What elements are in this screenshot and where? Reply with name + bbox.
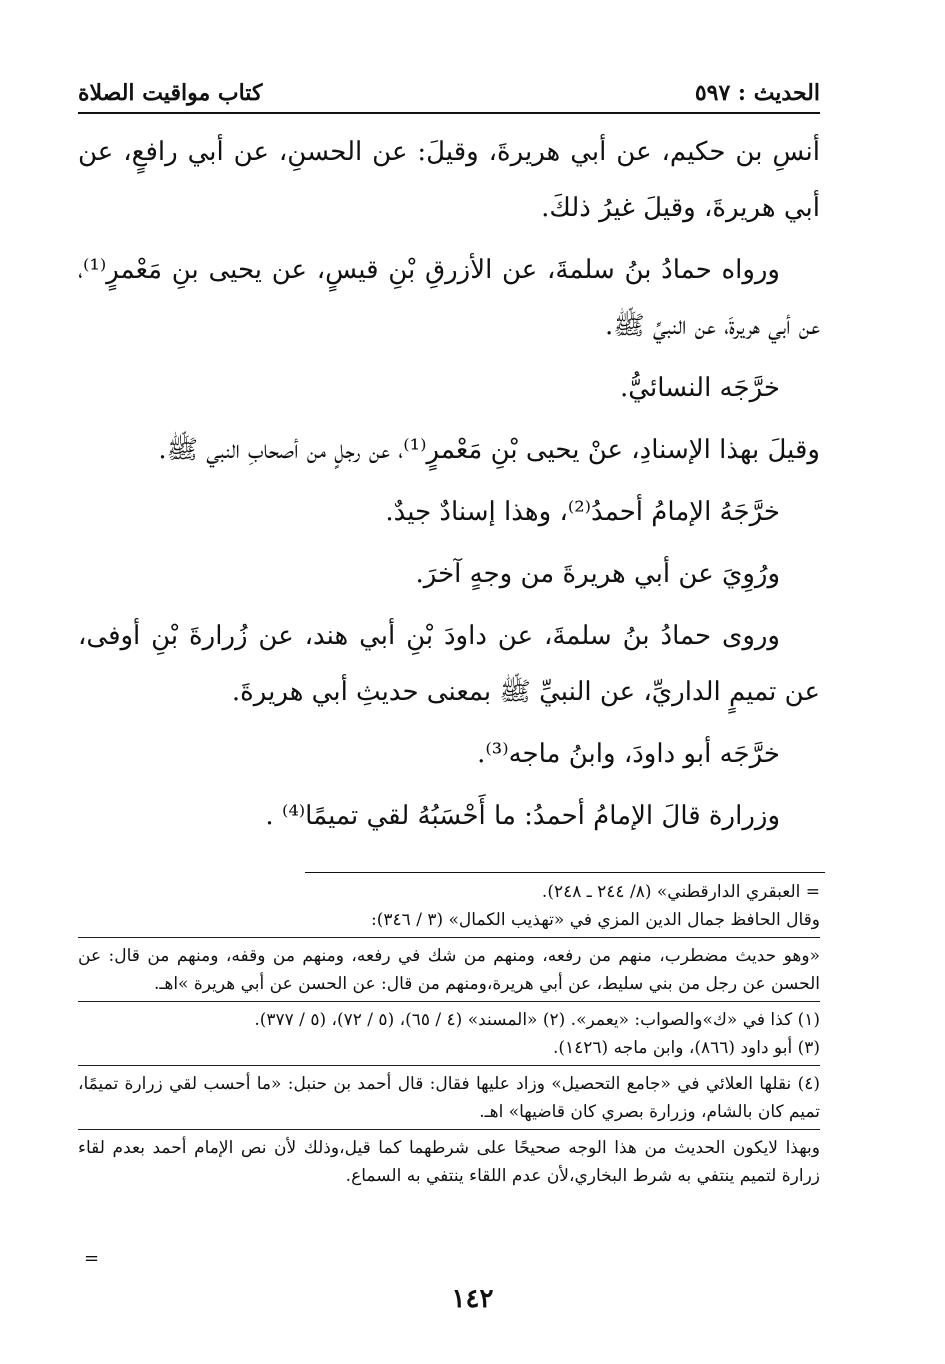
footnote-divider <box>78 1065 820 1066</box>
footnote-divider <box>78 1001 820 1002</box>
footnote-4-continuation: وبهذا لايكون الحديث من هذا الوجه صحيحًا على شرطهما كما قيل،وذلك لأن نص الإمام أحمد بعدم لقاء زرارة لتميم ينتفي به شرط البخاري،لأن عدم اللقاء ينتفي به السماع. <box>78 1138 820 1186</box>
footnote-4: (٤) نقلها العلائي في «جامع التحصيل» وزاد عليها فقال: قال أحمد بن حنبل: «ما أحسب لقي زرارة تميمًا، تميم كان بالشام، وزرارة بصري كان قاضيها» اهـ. <box>78 1074 820 1122</box>
footnote-continued: = العبقري الدارقطني» (٨/ ٢٤٤ ـ ٢٤٨). <box>541 882 820 902</box>
footnotes <box>78 878 820 1190</box>
running-header <box>78 74 820 114</box>
footnote-separator <box>305 872 825 873</box>
main-text <box>78 124 820 850</box>
footnote-divider <box>78 1129 820 1130</box>
footnote-mizzi-intro: وقال الحافظ جمال الدين المزي في «تهذيب الكمال» (٣ / ٣٤٦): <box>371 910 820 930</box>
paragraph: وروى حمادُ بنُ سلمةَ، عن داودَ بْنِ أبي هند، عن زُرارةَ بْنِ أوفى، عن تميمٍ الداريِّ، عن النبيِّ ﷺ بمعنى حديثِ أبي هريرةَ. <box>78 621 820 707</box>
footnote-mizzi-quote: «وهو حديث مضطرب، منهم من رفعه، ومنهم من شك في رفعه، ومنهم من وقفه، ومنهم من قال: عن الحسن عن رجل من بني سليط، عن أبي هريرة،ومنهم من قال: عن الحسن عن أبي هريرة »اهـ. <box>78 946 820 994</box>
paragraph: أنسِ بن حكيم، عن أبي هريرةَ، وقيلَ: عن الحسنِ، عن أبي رافعٍ، عن أبي هريرةَ، وقيلَ غيرُ ذلكَ. <box>78 137 820 223</box>
paragraph: خرَّجَه النسائيُّ. <box>620 373 780 403</box>
paragraph: وقيلَ بهذا الإسنادِ، عنْ يحيى بْنِ مَعْمرٍ⁽¹⁾، عن رجلٍ من أصحابِ النبي ﷺ. <box>158 435 820 465</box>
page-number: ١٤٢ <box>451 1284 494 1314</box>
paragraph: ورواه حمادُ بنُ سلمةَ، عن الأزرقِ بْنِ قيسٍ، عن يحيى بنِ مَعْمرٍ⁽¹⁾، عن أبي هريرةَ، عن النبيِّ ﷺ. <box>78 255 820 341</box>
continuation-mark: = <box>84 1248 100 1269</box>
paragraph: خرَّجَهُ الإمامُ أحمدُ⁽²⁾، وهذا إسنادٌ جيدٌ. <box>385 497 780 527</box>
footnote-1-2: (١) كذا في «ك»والصواب: «يعمر». (٢) «المسند» (٤ / ٦٥)، (٥ / ٧٢)، (٥ / ٣٧٧). <box>254 1010 820 1030</box>
footnote-divider <box>78 937 820 938</box>
paragraph: خرَّجَه أبو داودَ، وابنُ ماجه⁽³⁾. <box>477 739 780 769</box>
footnote-3: (٣) أبو داود (٨٦٦)، وابن ماجه (١٤٢٦). <box>552 1038 820 1058</box>
header-rule <box>78 112 820 114</box>
hadith-number: الحديث : ٥٩٧ <box>694 80 820 106</box>
book-title: كتاب مواقيت الصلاة <box>78 80 263 106</box>
paragraph: وزرارة قالَ الإمامُ أحمدُ: ما أَحْسَبُهُ لقي تميمًا⁽⁴⁾ . <box>265 801 780 831</box>
paragraph: ورُوِيَ عن أبي هريرةَ من وجهٍ آخرَ. <box>415 559 780 589</box>
